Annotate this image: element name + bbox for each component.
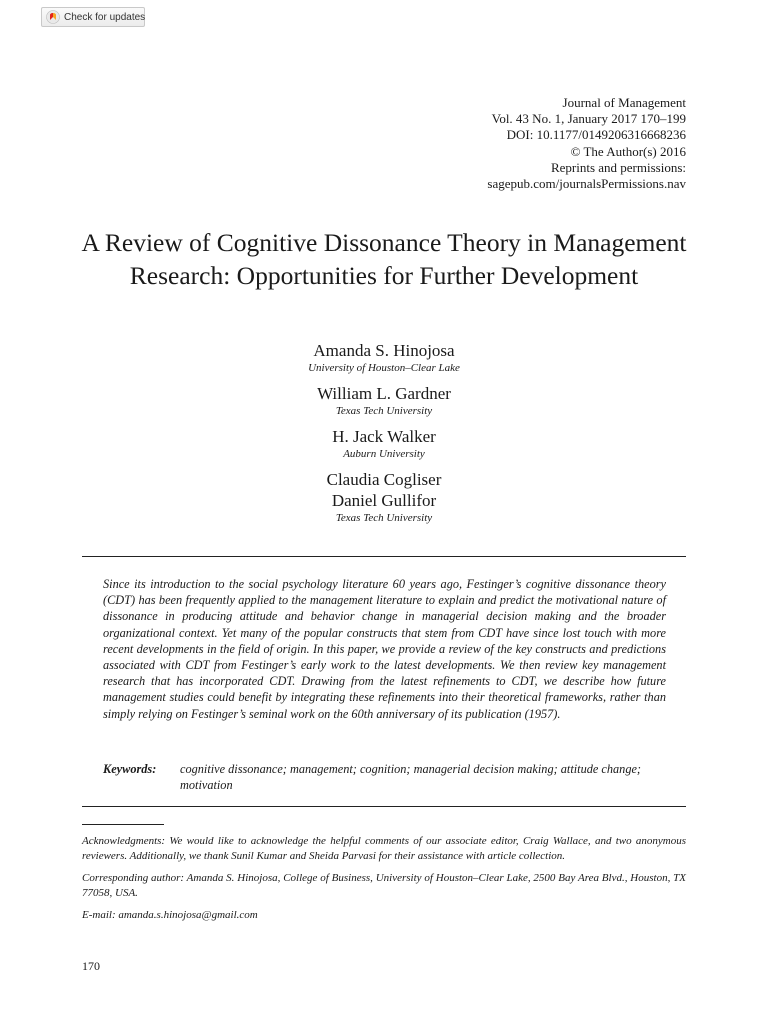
footnote-divider — [82, 824, 164, 825]
author-affiliation: Texas Tech University — [335, 512, 433, 524]
page-number: 170 — [82, 959, 100, 973]
author-affiliation: Auburn University — [343, 448, 425, 460]
journal-reprints: Reprints and permissions: — [550, 159, 686, 175]
journal-copyright: © The Author(s) 2016 — [570, 143, 686, 159]
abstract-top-divider — [82, 556, 686, 557]
author-name: H. Jack Walker — [332, 427, 436, 446]
footnotes — [82, 834, 686, 930]
abstract-text: Since its introduction to the social psychology literature 60 years ago, Festinger’s cognitive dissonance theory (CDT) has been frequently applied to the management literature to explain and predict the motivational nature of dissonance in producing attitude and behavior change in managerial decision making and the broader organizational context. Yet many of the popular constructs that stem from CDT have since lost touch with more recent developments in the field of origin. In this paper, we provide a review of the key constructs and predictions associated with CDT from Festinger’s early work to the latest developments. We then review key management research that has incorporated CDT. Drawing from the latest refinements to CDT, we describe how future management studies could benefit by integrating these refinements into their theoretical frameworks, rather than simply relying on Festinger’s seminal work on the 60th anniversary of its publication (1957). — [103, 577, 666, 721]
journal-permissions-link: sagepub.com/journalsPermissions.nav — [487, 176, 686, 192]
paper-title: A Review of Cognitive Dissonance Theory in Management Research: Opportunities for Further Development — [81, 228, 687, 290]
author-name: William L. Gardner — [317, 384, 451, 403]
keywords-text: cognitive dissonance; management; cognition; managerial decision making; attitude change; motivation — [180, 762, 642, 793]
author-name: Amanda S. Hinojosa — [313, 341, 455, 360]
check-for-updates-label: Check for updates — [64, 11, 146, 23]
journal-volume: Vol. 43 No. 1, January 2017 170–199 — [491, 111, 686, 127]
author-name: Claudia Cogliser — [326, 470, 442, 489]
journal-name: Journal of Management — [562, 95, 686, 110]
author-list — [0, 340, 768, 525]
author-name: Daniel Gullifor — [331, 491, 437, 510]
abstract-bottom-divider — [82, 806, 686, 807]
keywords-label: Keywords: — [103, 762, 157, 776]
journal-info — [487, 95, 686, 192]
journal-doi: DOI: 10.1177/0149206316668236 — [506, 127, 686, 143]
author-affiliation: Texas Tech University — [335, 405, 433, 417]
acknowledgments-note: Acknowledgments: We would like to acknowledge the helpful comments of our associate editor, Craig Wallace, and two anonymous reviewers. Additionally, we thank Sunil Kumar and Sheida Parvasi for their assistance with article collection. — [82, 835, 686, 862]
keywords-block — [103, 761, 666, 793]
corresponding-author-note: Corresponding author: Amanda S. Hinojosa, College of Business, University of Houston–Clear Lake, 2500 Bay Area Blvd., Houston, TX 77058, USA. — [82, 872, 686, 899]
author-affiliation: University of Houston–Clear Lake — [308, 362, 460, 374]
email-note: E-mail: amanda.s.hinojosa@gmail.com — [82, 909, 258, 921]
check-for-updates-button[interactable] — [41, 7, 145, 27]
check-for-updates-icon — [46, 10, 60, 24]
